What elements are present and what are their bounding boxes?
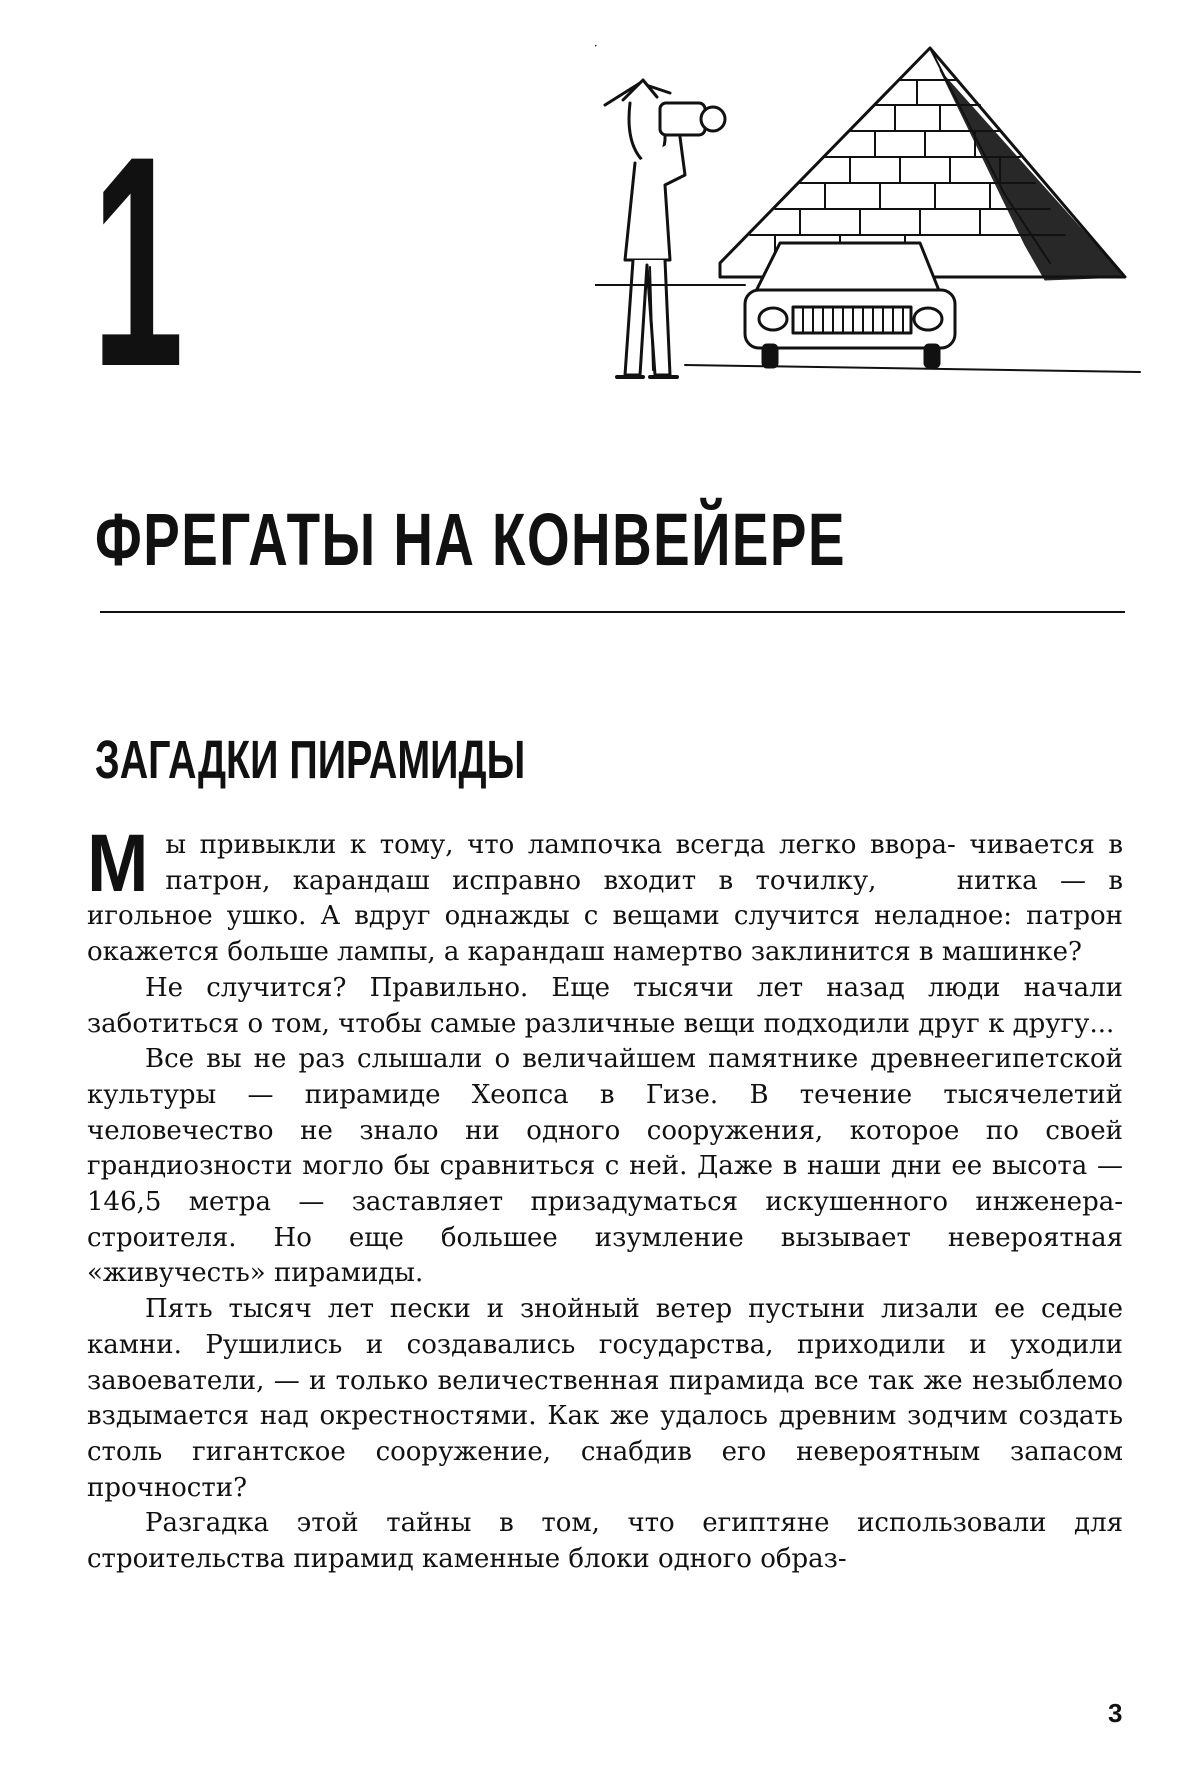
paragraph-1-rest: нитка — в игольное ушко. А вдруг однажды с вещами случится неладное: патрон окажется больше лампы, а карандаш намертво заклинится в машинке? xyxy=(87,865,1123,968)
car-icon xyxy=(745,243,955,367)
page-number: 3 xyxy=(1108,1698,1123,1728)
paragraph-3: Все вы не раз слышали о величайшем памятнике древнеегипетской культуры — пирамиде Хеопса в Гизе. В течение тысячелетий человечество не знало ни одного сооружения, которое по своей грандиозности могло бы сравниться с ней. Даже в наши дни ее высота — 146,5 метра — заставляет призадуматься искушенного инженера-строителя. Но еще большее изумление вызывает невероятная «живучесть» пирамиды. xyxy=(87,1044,1123,1289)
chapter-number: 1 xyxy=(92,93,179,429)
paragraph-1-line-2: чивается в патрон, карандаш исправно входит в точилку, xyxy=(165,830,1123,896)
body-text xyxy=(87,818,1123,1578)
paragraph-4: Пять тысяч лет пески и знойный ветер пустыни лизали ее седые камни. Рушились и создавались государства, приходили и уходили завоеватели, — и только величественная пирамида все так же незыблемо вздымается над окрестностями. Как же удалось древним зодчим создать столь гигантское сооружение, снабдив его невероятным запасом прочности? xyxy=(87,1294,1123,1503)
chapter-title: ФРЕГАТЫ НА КОНВЕЙЕРЕ xyxy=(95,498,846,581)
paragraph-2: Не случится? Правильно. Еще тысячи лет назад люди начали заботиться о том, чтобы самые различные вещи подходили друг к другу... xyxy=(87,972,1123,1039)
chapter-illustration xyxy=(595,45,1150,385)
paragraph-5: Разгадка этой тайны в том, что египтяне использовали для строительства пирамид каменные блоки одного образ- xyxy=(87,1508,1123,1575)
paragraph-1-line-1: ы привыкли к тому, что лампочка всегда легко ввора- xyxy=(165,830,956,860)
drop-cap: М xyxy=(87,818,149,909)
title-divider xyxy=(100,611,1125,613)
tourist-with-camera-icon xyxy=(605,80,725,377)
section-title: ЗАГАДКИ ПИРАМИДЫ xyxy=(95,730,526,790)
paragraph-1 xyxy=(87,818,1123,971)
